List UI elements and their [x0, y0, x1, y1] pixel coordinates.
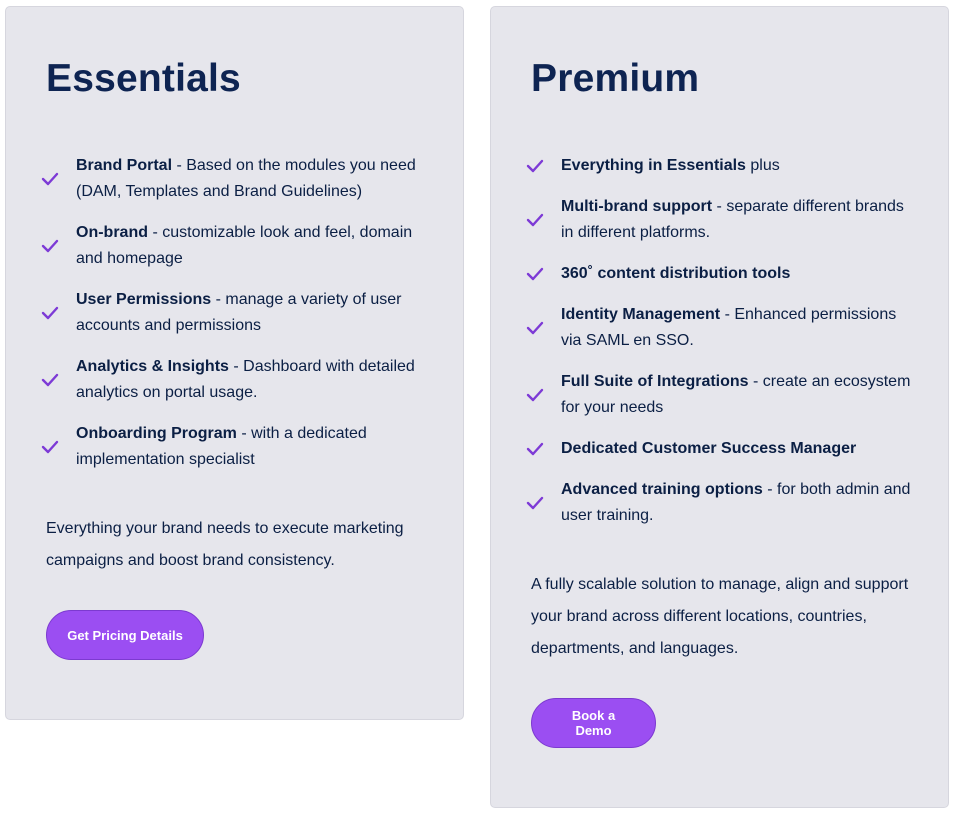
feature-text [561, 194, 916, 246]
checkmark-icon [526, 318, 561, 338]
get-pricing-details-button[interactable]: Get Pricing Details [46, 610, 204, 660]
feature-text [76, 220, 431, 272]
feature-text [76, 421, 431, 473]
feature-name: Dedicated Customer Success Manager [561, 440, 857, 457]
feature-text [561, 302, 916, 354]
checkmark-icon [41, 169, 76, 189]
feature-name: Everything in Essentials [561, 157, 746, 174]
feature-name: Multi-brand support [561, 198, 713, 215]
feature-item [41, 287, 431, 339]
feature-item [526, 369, 916, 421]
feature-item [526, 261, 916, 287]
feature-list [526, 153, 916, 544]
feature-text [561, 153, 780, 179]
feature-name: Analytics & Insights [76, 358, 229, 375]
feature-item [41, 421, 431, 473]
checkmark-icon [526, 264, 561, 284]
essentials-plan-card [5, 6, 464, 720]
premium-plan-card [490, 6, 949, 808]
feature-item [526, 194, 916, 246]
feature-name: 360˚ content distribution tools [561, 265, 791, 282]
feature-name: On-brand [76, 224, 148, 241]
feature-detail: - create an ecosystem for your needs [561, 373, 911, 416]
book-a-demo-button[interactable]: Book a Demo [531, 698, 656, 748]
feature-text [561, 369, 916, 421]
feature-item [526, 153, 916, 179]
feature-name: Identity Management [561, 306, 721, 323]
feature-item [526, 302, 916, 354]
feature-text [76, 287, 431, 339]
feature-name: Onboarding Program [76, 425, 237, 442]
feature-detail: - Dashboard with detailed analytics on portal usage. [76, 358, 415, 401]
checkmark-icon [526, 439, 561, 459]
plan-description: Everything your brand needs to execute marketing campaigns and boost brand consistency. [46, 520, 404, 569]
feature-item [41, 220, 431, 272]
feature-detail: plus [745, 157, 780, 174]
feature-name: Brand Portal [76, 157, 173, 174]
plan-title: Premium [531, 57, 700, 100]
plan-title: Essentials [46, 57, 241, 100]
feature-item [41, 153, 431, 205]
checkmark-icon [41, 370, 76, 390]
feature-detail: - with a dedicated implementation specialist [76, 425, 367, 468]
checkmark-icon [41, 236, 76, 256]
checkmark-icon [41, 303, 76, 323]
checkmark-icon [41, 437, 76, 457]
checkmark-icon [526, 385, 561, 405]
feature-item [526, 436, 916, 462]
checkmark-icon [526, 493, 561, 513]
checkmark-icon [526, 210, 561, 230]
feature-text [561, 477, 916, 529]
plan-description: A fully scalable solution to manage, align and support your brand across different locations, countries, departments, and languages. [531, 576, 909, 657]
feature-item [526, 477, 916, 529]
feature-detail: - manage a variety of user accounts and permissions [76, 291, 402, 334]
feature-text [76, 354, 431, 406]
feature-text [561, 436, 856, 462]
feature-detail: - for both admin and user training. [561, 481, 911, 524]
feature-detail: - separate different brands in different platforms. [561, 198, 904, 241]
feature-item [41, 354, 431, 406]
feature-name: User Permissions [76, 291, 212, 308]
feature-list [41, 153, 431, 488]
feature-detail: - Based on the modules you need (DAM, Templates and Brand Guidelines) [76, 157, 416, 200]
feature-detail: - Enhanced permissions via SAML en SSO. [561, 306, 897, 349]
feature-text [76, 153, 431, 205]
feature-name: Full Suite of Integrations [561, 373, 749, 390]
feature-detail: - customizable look and feel, domain and homepage [76, 224, 413, 267]
checkmark-icon [526, 156, 561, 176]
feature-text [561, 261, 790, 287]
feature-name: Advanced training options [561, 481, 763, 498]
